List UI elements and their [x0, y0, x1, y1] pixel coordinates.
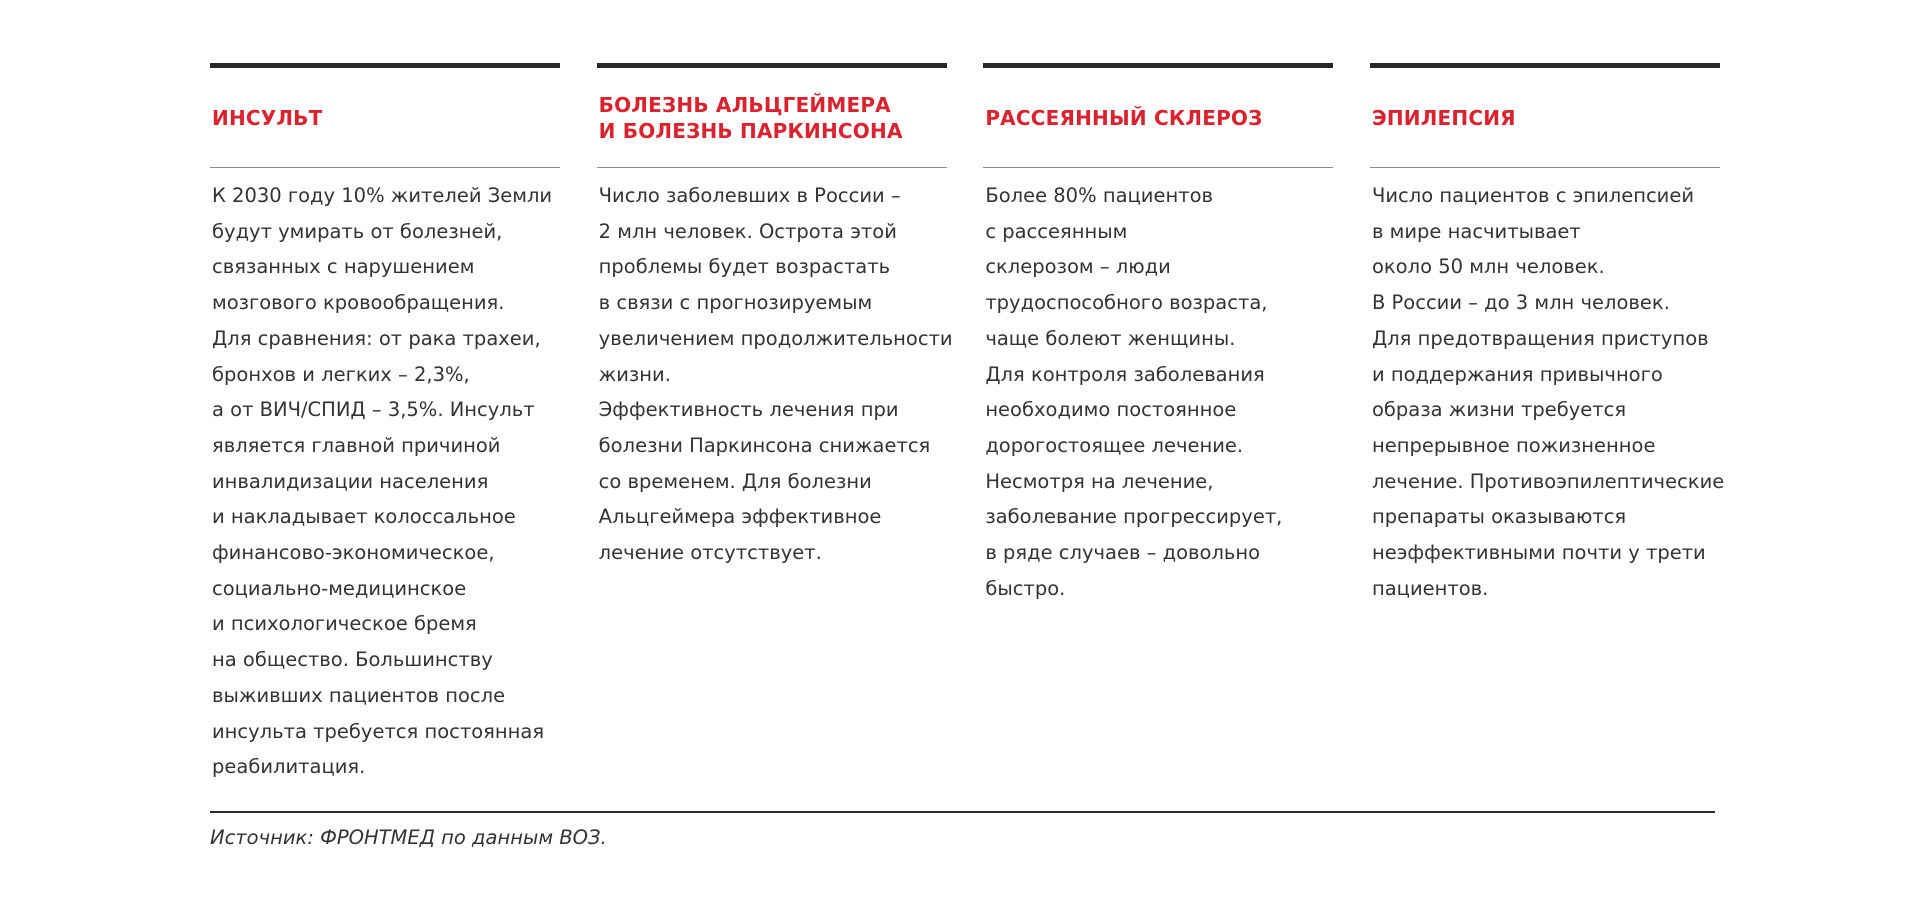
body-line: финансово-экономическое, [212, 541, 495, 565]
body-line: со временем. Для болезни [598, 469, 872, 493]
title-line: ИНСУЛЬТ [212, 105, 323, 130]
body-line: Для предотвращения приступов [1371, 326, 1709, 350]
column-body [1370, 168, 1725, 606]
body-line: Для контроля заболевания [985, 362, 1265, 386]
disease-columns [210, 63, 1725, 785]
source-note: Источник: ФРОНТМЕД по данным ВОЗ. [210, 826, 607, 849]
column-body [597, 168, 953, 571]
body-line: болезни Паркинсона снижается [598, 433, 931, 457]
column-title-area [1370, 68, 1720, 168]
column-title-area [983, 68, 1333, 168]
title-line: БОЛЕЗНЬ АЛЬЦГЕЙМЕРА [598, 92, 891, 117]
body-line: бронхов и легких – 2,3%, [212, 362, 470, 386]
body-line: связанных с нарушением [212, 255, 475, 279]
body-line: в мире насчитывает [1371, 219, 1581, 243]
body-line: Более 80% пациентов [985, 184, 1213, 207]
body-line: непрерывное пожизненное [1371, 433, 1656, 457]
body-line: на общество. Большинству [212, 648, 493, 672]
body-line: заболевание прогрессирует, [985, 505, 1283, 529]
body-line: трудоспособного возраста, [985, 291, 1268, 315]
body-line: лечение отсутствует. [598, 541, 822, 565]
body-line: быстро. [985, 576, 1066, 600]
body-line: чаще болеют женщины. [985, 326, 1236, 350]
body-line: инвалидизации населения [212, 469, 489, 493]
body-line: В России – до 3 млн человек. [1371, 291, 1670, 315]
body-line: Для сравнения: от рака трахеи, [212, 326, 541, 350]
body-line: увеличением продолжительности [598, 326, 953, 350]
body-line: дорогостоящее лечение. [985, 433, 1244, 457]
column-title-area [597, 68, 947, 168]
title-line: РАССЕЯННЫЙ СКЛЕРОЗ [985, 105, 1263, 130]
column-stroke [210, 63, 560, 785]
body-line: пациентов. [1371, 576, 1489, 600]
body-line: проблемы будет возрастать [598, 255, 891, 279]
body-line: будут умирать от болезней, [212, 219, 503, 243]
body-line: препараты оказываются [1371, 505, 1627, 529]
body-line: и накладывает колоссальное [212, 505, 516, 529]
body-line: Несмотря на лечение, [985, 469, 1214, 493]
body-line: с рассеянным [985, 219, 1128, 243]
body-line: К 2030 году 10% жителей Земли [212, 184, 553, 207]
body-line: склерозом – люди [985, 255, 1171, 279]
body-line: необходимо постоянное [985, 398, 1237, 422]
body-line: социально-медицинское [212, 576, 467, 600]
column-title [212, 105, 322, 131]
column-epilepsy [1370, 63, 1725, 785]
footer-rule [210, 811, 1715, 813]
column-alzheimer-parkinson [597, 63, 953, 785]
title-line: ЭПИЛЕПСИЯ [1371, 105, 1516, 130]
body-line: и психологическое бремя [212, 612, 477, 636]
body-line: в ряде случаев – довольно [985, 541, 1261, 565]
body-line: Число пациентов с эпилепсией [1371, 184, 1695, 207]
body-line: является главной причиной [212, 433, 501, 457]
column-body [983, 168, 1333, 606]
column-title [985, 105, 1262, 131]
body-line: а от ВИЧ/СПИД – 3,5%. Инсульт [212, 398, 535, 422]
body-line: Число заболевших в России – [598, 184, 901, 207]
body-line: образа жизни требуется [1371, 398, 1627, 422]
body-line: неэффективными почти у трети [1371, 541, 1706, 565]
title-line: И БОЛЕЗНЬ ПАРКИНСОНА [598, 118, 903, 143]
column-title [599, 92, 903, 144]
body-line: инсульта требуется постоянная [212, 719, 545, 743]
column-multiple-sclerosis [983, 63, 1333, 785]
body-line: Альцгеймера эффективное [598, 505, 882, 529]
body-line: мозгового кровообращения. [212, 291, 505, 315]
body-line: лечение. Противоэпилептические [1371, 469, 1725, 493]
column-body [210, 168, 560, 785]
body-line: в связи с прогнозируемым [598, 291, 873, 315]
body-line: и поддержания привычного [1371, 362, 1663, 386]
body-line: реабилитация. [212, 755, 366, 779]
body-line: около 50 млн человек. [1371, 255, 1605, 279]
body-line: жизни. [598, 362, 671, 386]
body-line: выживших пациентов после [212, 683, 506, 707]
body-line: 2 млн человек. Острота этой [598, 219, 897, 243]
body-line: Эффективность лечения при [598, 398, 899, 422]
column-title-area [210, 68, 560, 168]
column-title [1372, 105, 1516, 131]
